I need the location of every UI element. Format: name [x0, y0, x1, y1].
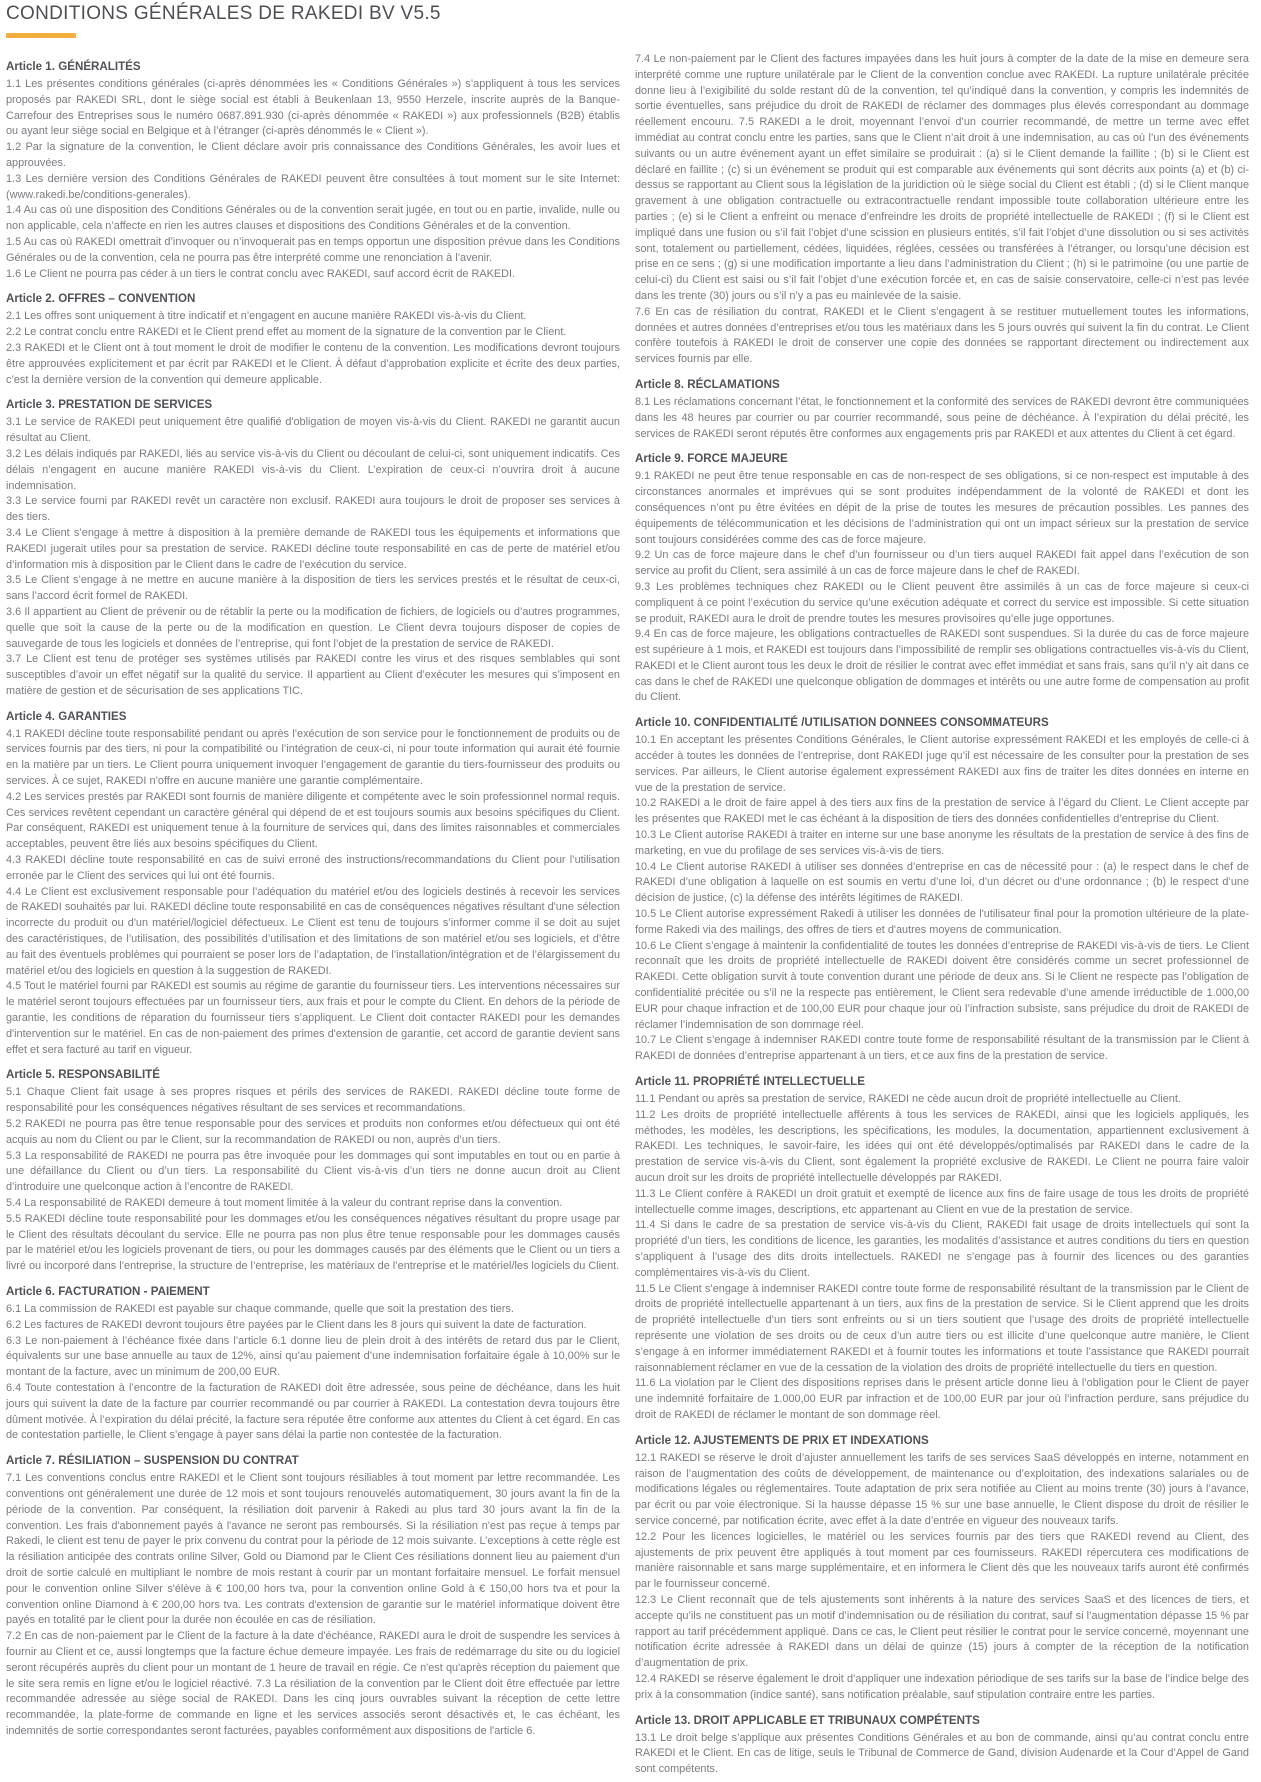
page-title: CONDITIONS GÉNÉRALES DE RAKEDI BV V5.5 — [6, 3, 441, 24]
paragraph: 1.2 Par la signature de la convention, le Client déclare avoir pris connaissance des Conditions Générales, les avoir lues et approuvées. — [6, 141, 620, 169]
article-heading: Article 12. AJUSTEMENTS DE PRIX ET INDEXATIONS — [635, 1433, 929, 1447]
paragraph: 3.5 Le Client s’engage à ne mettre en aucune manière à la disposition de tiers les services prestés et le résultat de ceux-ci, sans l’accord écrit formel de RAKEDI. — [6, 574, 620, 603]
paragraph: 1.3 Les dernière version des Conditions Générales de RAKEDI peuvent être consultées à tout moment sur le site Internet: (www.rakedi.be/conditions-generales). — [6, 172, 620, 201]
paragraph: 2.3 RAKEDI et le Client ont à tout moment le droit de modifier le contenu de la convention. Les modifications devront toujours être approuvées explicitement et par écrit par RAKEDI et le Client. À défaut d’approbation explicite et écrite des deux parties, c’est la dernière version de la convention qui demeure applicable. — [6, 341, 620, 386]
paragraph: 4.2 Les services prestés par RAKEDI sont fournis de manière diligente et compétente avec le soin professionnel normal requis. Ces services revêtent cependant un caractère général qui dépend de et est toujours soumis aux besoins spécifiques du Client. Par conséquent, RAKEDI est uniquement tenue à la fourniture de services qui, dans des limites raisonnables et commerciales acceptables, peuvent être liés aux besoins spécifiques du Client. — [6, 790, 620, 851]
article-heading: Article 5. RESPONSABILITÉ — [6, 1068, 160, 1082]
paragraph: 5.3 La responsabilité de RAKEDI ne pourra pas être invoquée pour les dommages qui sont imputables en tout ou en partie à une défaillance du Client ou d’un tiers. La responsabilité du Client vis-à-vis d’un tiers ne donne aucun droit au Client d’introduire une quelconque action à l’encontre de RAKEDI. — [6, 1149, 620, 1194]
paragraph: 10.6 Le Client s’engage à maintenir la confidentialité de toutes les données d’entreprise de RAKEDI vis-à-vis de tiers. Le Client reconnaît que les droits de propriété intellectuelle de RAKEDI doivent être considérés comme un secret professionnel de RAKEDI. Cette obligation survit à toute convention durant une période de deux ans. Si le Client ne respecte pas l’obligation de confidentialité précitée ou s’il ne la respecte pas entièrement, le Client sera redevable d’une amende irréductible de 1.000,00 EUR pour chaque infraction et de 100,00 EUR pour chaque jour où l’infraction subsiste, sans préjudice du droit de RAKEDI de réclamer l’indemnisation de son dommage réel. — [635, 939, 1249, 1031]
paragraph: 7.6 En cas de résiliation du contrat, RAKEDI et le Client s’engagent à se restituer mutuellement toutes les informations, données et autres données d’entreprises et/ou tous les matériaux dans les 5 jours ouvrés qui suivent la fin du contrat. Le Client confère toutefois à RAKEDI le droit de conserver une copie des données se rapportant directement ou indirectement aux services fournis par elle. — [635, 305, 1249, 366]
article-heading: Article 1. GÉNÉRALITÉS — [6, 60, 141, 73]
paragraph: 7.4 Le non-paiement par le Client des factures impayées dans les huit jours à compter de la date de la mise en demeure sera interprété comme une rupture unilatérale par le Client de la convention conclue avec RAKEDI. La rupture unilatérale précitée donne lieu à l’exigibilité du solde restant dû de la convention, tel qu’indiqué dans la convention, y compris les indemnités de sortie éventuelles, sans préjudice du droit de RAKEDI de réclamer des dommages plus élevés correspondant au dommage réellement encouru. 7.5 RAKEDI a le droit, moyennant l’envoi d’un courrier recommandé, de mettre un terme avec effet immédiat au contrat conclu entre les parties, sans que le Client n’ait droit à une indemnisation, au cas où l’un des événements suivants ou un autre événement ayant un effet similaire se produirait : (a) si le Client demande la faillite ; (b) si le Client est déclaré en faillite ; (c) si un événement se produit qui est comparable aux événements qui sont décrits aux points (a) et (b) ci-dessus se rapportant au Client sous la législation de la juridiction où le siège social du Client est établi ; (d) si le Client manque gravement à une obligation contractuelle ou extracontractuelle rendant impossible toute collaboration ultérieure entre les parties ; (e) si le Client a enfreint ou menace d’enfreindre les droits de propriété intellectuelle de RAKEDI ; (f) si le Client est impliqué dans une fusion ou s’il fait l’objet d’une scission en plusieurs entités, s’il fait l’objet d’une dissolution ou si ses activités sont, totalement ou partiellement, cédées, liquidées, réglées, cessées ou transférées à l’étranger, ou lorsqu’une décision est prise en ce sens ; (g) si une modification importante a lieu dans l’administration du Client ; (h) si le patrimoine (ou une partie de celui-ci) du Client est saisi ou s’il fait l’objet d’une exécution forcée et, en cas de saisie conservatoire, celle-ci n’est pas levée dans les trente (30) jours ou s’il n’y a pas eu mainlevée de la saisie. — [635, 53, 1249, 302]
paragraph: 10.5 Le Client autorise expressément Rakedi à utiliser les données de l'utilisateur final pour la promotion ultérieure de la plate-forme Rakedi via des mailings, des offres de tiers et d'autres moyens de communication. — [635, 908, 1249, 936]
paragraph: 4.3 RAKEDI décline toute responsabilité en cas de suivi erroné des instructions/recommandations du Client pour l’utilisation erronée par le Client des services qui lui ont été fournis. — [6, 854, 620, 882]
title-accent-bar — [6, 33, 76, 38]
paragraph: 10.7 Le Client s’engage à indemniser RAKEDI contre toute forme de responsabilité résultant de la transmission par le Client à RAKEDI de données d’entreprise appartenant à un tiers, et ce aux fins de la prestation de service. — [635, 1034, 1249, 1063]
paragraph: 1.4 Au cas où une disposition des Conditions Générales ou de la convention serait jugée, en tout ou en partie, invalide, nulle ou non applicable, cela n’affecte en rien les autres clauses et dispositions des Conditions Générales et de la convention. — [6, 204, 620, 233]
paragraph: 10.1 En acceptant les présentes Conditions Générales, le Client autorise expressément RAKEDI et les employés de celle-ci à accéder à toutes les données de l’entreprise, dont RAKEDI juge qu’il est nécessaire de les consulter pour la prestation de ses services. Par ailleurs, le Client autorise également expressément RAKEDI aux fins de traiter les dites données en interne en vue de la prestation de service. — [635, 734, 1249, 794]
article-heading: Article 4. GARANTIES — [6, 709, 127, 723]
paragraph: 12.4 RAKEDI se réserve également le droit d’appliquer une indexation périodique de ses tarifs sur la base de l’indice belge des prix à la consommation (indice santé), sans notification préalable, sauf stipulation contraire entre les parties. — [635, 1672, 1249, 1701]
paragraph: 10.4 Le Client autorise RAKEDI à utiliser ses données d’entreprise en cas de nécessité pour : (a) le respect dans le chef de RAKEDI d’une obligation à laquelle on est soumis en vertu d’une loi, d’un décret ou d’une ordonnance ; (b) le respect d’une décision de justice, (c) la défense des intérêts légitimes de RAKEDI. — [635, 860, 1249, 905]
article-heading: Article 8. RÉCLAMATIONS — [635, 377, 780, 391]
paragraph: 5.2 RAKEDI ne pourra pas être tenue responsable pour des services et produits non conformes et/ou défectueux qui ont été acquis au nom du Client ou par le Client, sur la recommandation de RAKEDI ou non, auprès d’un tiers. — [6, 1118, 620, 1146]
paragraph: 11.3 Le Client confère à RAKEDI un droit gratuit et exempté de licence aux fins de faire usage de tous les droits de propriété intellectuelle comme images, descriptions, etc appartenant au Client en vue de la prestation de service. — [635, 1187, 1249, 1216]
paragraph: 7.2 En cas de non-paiement par le Client de la facture à la date d'échéance, RAKEDI aura le droit de suspendre les services à fournir au Client et ce, aussi longtemps que la facture échue demeure impayée. Les frais de redémarrage du site ou du logiciel seront récupérés auprès du client pour un montant de 1 heure de travail en régie. Ce n'est qu'après réception du paiement que le site sera remis en ligne et/ou le logiciel réactivé. 7.3 La résiliation de la convention par le Client doit être effectuée par lettre recommandée adressée au siège social de RAKEDI. Dans les cinq jours ouvrables suivant la réception de cette lettre recommandée, la plate-forme de commande en ligne et les services associés seront désactivés et, le cas échéant, les indemnités de sortie correspondantes seront facturées, payables conformément aux dispositions de l'article 6. — [6, 1630, 620, 1737]
paragraph: 9.4 En cas de force majeure, les obligations contractuelles de RAKEDI sont suspendues. Si la durée du cas de force majeure est supérieure à 1 mois, et RAKEDI est toujours dans l’impossibilité de remplir ses obligations contractuelles vis-à-vis du Client, RAKEDI et le Client auront tous les deux le droit de résilier le contrat avec effet immédiat et sans frais, sans qu’il n’y ait dans ce cas dans le chef de RAKEDI une quelconque obligation de dommages et intérêts ou une autre forme de compensation au profit du Client. — [635, 628, 1249, 704]
paragraph: 9.2 Un cas de force majeure dans le chef d’un fournisseur ou d’un tiers auquel RAKEDI fait appel dans l’exécution de son service au profit du Client, sera assimilé à un cas de force majeure dans le chef de RAKEDI. — [635, 549, 1249, 578]
article-heading: Article 13. DROIT APPLICABLE ET TRIBUNAUX COMPÉTENTS — [635, 1713, 980, 1727]
paragraph: 3.2 Les délais indiqués par RAKEDI, liés au service vis-à-vis du Client ou découlant de celui-ci, sont uniquement indicatifs. Ces délais n’engagent en aucune manière RAKEDI vis-à-vis du Client. L’expiration de ceux-ci n’ouvrira droit à aucune indemnisation. — [6, 447, 620, 492]
paragraph: 11.5 Le Client s’engage à indemniser RAKEDI contre toute forme de responsabilité résultant de la transmission par le Client de droits de propriété intellectuelle appartenant à un tiers, aux fins de la prestation de service. Si le Client apprend que les droits de propriété intellectuelle d’un tiers sont enfreints ou si un tiers soutient que l’usage des droits de propriété intellectuelle représente une violation de ses droits ou de ceux d’un autre tiers ou est illicite d’une quelconque autre manière, le Client s’engage à en informer immédiatement RAKEDI et à fournir toutes les informations et toute l’assistance que RAKEDI pourrait raisonnablement réclamer en vue de la cessation de la violation des droits de propriété intellectuelle du tiers en question. — [635, 1282, 1249, 1374]
paragraph: 7.1 Les conventions conclus entre RAKEDI et le Client sont toujours résiliables à tout moment par lettre recommandée. Les conventions ont généralement une durée de 12 mois et sont toujours renouvelés automatiquement, 30 jours avant la fin de la période de la convention. Par conséquent, la résiliation doit parvenir à Rakedi au plus tard 30 jours avant la fin de la convention. Les frais d'abonnement payés à l'avance ne seront pas remboursés. Si la résiliation n'est pas reçue à temps par Rakedi, le client est tenu de payer le prix convenu du contrat pour la période de 12 mois suivante. L’exceptions à cette règle est la résiliation anticipée des contrats online Silver, Gold ou Diamond par le Client Ces résiliations donnent lieu au paiement d'un droit de sortie calculé en multipliant le nombre de mois restant à courir par un montant forfaitaire mensuel. Le forfait mensuel pour le convention online Silver s'élève à € 100,00 hors tva, pour la convention online Gold à € 150,00 hors tva et pour la convention online Diamond à € 200,00 hors tva. Les contrats d'extension de garantie sur le matériel informatique doivent être payés en totalité par le client pour la durée non écoulée en cas de résiliation. — [6, 1472, 620, 1627]
paragraph: 3.6 Il appartient au Client de prévenir ou de rétablir la perte ou la modification de fichiers, de logiciels ou d’autres programmes, quelle que soit la cause de la perte ou de la modification en question. Le Client devra toujours disposer de copies de sauvegarde de tous les logiciels et données de l’entreprise, qui font l’objet de la prestation de service de RAKEDI. — [6, 605, 620, 650]
paragraph: 8.1 Les réclamations concernant l’état, le fonctionnement et la conformité des services de RAKEDI devront être communiquées dans les 48 heures par courrier ou par courrier recommandé, sous peine de déchéance. À l’expiration du délai précité, les services de RAKEDI seront réputés être conformes aux engagements pris par RAKEDI et aux attentes du Client à cet égard. — [635, 395, 1249, 440]
paragraph: 2.2 Le contrat conclu entre RAKEDI et le Client prend effet au moment de la signature de la convention par le Client. — [6, 326, 567, 339]
paragraph: 4.5 Tout le matériel fourni par RAKEDI est soumis au régime de garantie du fournisseur tiers. Les interventions nécessaires sur le matériel seront toujours effectuées par un fournisseur tiers, aux frais et pour le compte du Client. En dehors de la période de garantie, les conditions de réparation du fournisseur tiers s’appliquent. Le Client doit contacter RAKEDI pour les demandes d'intervention sur le matériel. En cas de non-paiement des primes d'extension de garantie, cet accord de garantie devient sans effet et sera facturé au tarif en vigueur. — [6, 980, 620, 1056]
paragraph: 6.2 Les factures de RAKEDI devront toujours être payées par le Client dans les 8 jours qui suivent la date de facturation. — [6, 1318, 587, 1331]
paragraph: 11.4 Si dans le cadre de sa prestation de service vis-à-vis du Client, RAKEDI fait usage de droits intellectuels qui sont la propriété d’un tiers, les conditions de licence, les garanties, les modalités d’assistance et autres conditions du tiers en question s’appliquent à l’usage des dits droits intellectuels. RAKEDI ne s’engage pas à fournir des licences ou des garanties complémentaires vis-à-vis du Client. — [635, 1219, 1249, 1279]
paragraph: 9.1 RAKEDI ne peut être tenue responsable en cas de non-respect de ses obligations, si ce non-respect est imputable à des circonstances anormales et imprévues qui se sont produites indépendamment de la volonté de RAKEDI et dont les conséquences n’ont pu être évitées en dépit de la prise de toutes les mesures de précaution possibles. Les pannes des équipements de télécommunication et les décisions de l’administration qui ont un impact sérieux sur la prestation de service sont toujours considérées comme des cas de force majeure. — [635, 470, 1249, 546]
paragraph: 4.4 Le Client est exclusivement responsable pour l’adéquation du matériel et/ou des logiciels destinés à recevoir les services de RAKEDI souhaités par lui. RAKEDI décline toute responsabilité en cas de conséquences négatives résultant d'une sélection incorrecte du produit ou d'un matériel/logiciel défectueux. Le Client est tenu de toujours s’informer comme il se doit au sujet des caractéristiques, de l’utilisation, des possibilités d’utilisation et des limitations de son matériel et/ou ses logiciels, et d’être au fait des éventuels problèmes qui pourraient se poser lors de l’adaptation, de l’installation/intégration et de l’élargissement du matériel et/ou des logiciels en question à la suggestion de RAKEDI. — [6, 885, 620, 977]
paragraph: 6.3 Le non-paiement à l’échéance fixée dans l’article 6.1 donne lieu de plein droit à des intérêts de retard dus par le Client, équivalents sur une base annuelle au taux de 12%, ainsi qu’au paiement d’une indemnisation forfaitaire égale à 10,00% sur le montant de la facture, avec un minimum de 200,00 EUR. — [6, 1334, 620, 1379]
article-heading: Article 7. RÉSILIATION – SUSPENSION DU CONTRAT — [6, 1454, 299, 1468]
left-column — [6, 52, 620, 1740]
paragraph: 3.7 Le Client est tenu de protéger ses systèmes utilisés par RAKEDI contre les virus et des risques semblables qui sont susceptibles d’avoir un effet négatif sur la qualité du service. Il appartient au Client d’exécuter les mesures qui s’imposent en matière de gestion et de sécurisation de ses applications TIC. — [6, 653, 620, 697]
paragraph: 10.3 Le Client autorise RAKEDI à traiter en interne sur une base anonyme les résultats de la prestation de service à des fins de marketing, en vue du profilage de ses services vis-à-vis de tiers. — [635, 829, 1249, 857]
paragraph: 2.1 Les offres sont uniquement à titre indicatif et n’engagent en aucune manière RAKEDI vis-à-vis du Client. — [6, 310, 527, 323]
paragraph: 3.4 Le Client s’engage à mettre à disposition à la première demande de RAKEDI tous les équipements et informations que RAKEDI jugerait utiles pour sa prestation de service. RAKEDI décline toute responsabilité en cas de perte de matériel et/ou d’information mis à disposition par le Client dans le cadre de l’exécution du service. — [6, 526, 620, 571]
document-body — [6, 52, 1253, 1778]
article-heading: Article 10. CONFIDENTIALITÉ /UTILISATION DONNEES CONSOMMATEURS — [635, 716, 1049, 730]
paragraph: 5.4 La responsabilité de RAKEDI demeure à tout moment limitée à la valeur du contrant reprise dans la convention. — [6, 1197, 563, 1209]
paragraph: 12.2 Pour les licences logicielles, le matériel ou les services fournis par des tiers que RAKEDI revend au Client, des ajustements de prix peuvent être appliqués à tout moment par ces fournisseurs. RAKEDI répercutera ces modifications de manière raisonnable et sans marge supplémentaire, et en informera le Client dès que les nouveaux tarifs auront été confirmés par le fournisseur concerné. — [635, 1530, 1249, 1591]
paragraph: 12.3 Le Client reconnaît que de tels ajustements sont inhérents à la nature des services SaaS et des licences de tiers, et accepte qu’ils ne constituent pas un motif d’indemnisation ou de résiliation du contrat, sauf si l’augmentation dépasse 15 % par rapport au tarif précédemment appliqué. Dans ce cas, le Client peut résilier le contrat pour le service concerné, moyennant une notification écrite adressée à RAKEDI dans un délai de quinze (15) jours à compter de la réception de la notification d’augmentation de prix. — [635, 1593, 1249, 1670]
paragraph: 11.6 La violation par le Client des dispositions reprises dans le présent article donne lieu à l’obligation pour le Client de payer une indemnité forfaitaire de 1.000,00 EUR par infraction et de 100,00 EUR par jour où l’infraction perdure, sans préjudice du droit de RAKEDI de réclamer le montant de son dommage réel. — [635, 1377, 1249, 1421]
paragraph: 11.2 Les droits de propriété intellectuelle afférents à tous les services de RAKEDI, ainsi que les logiciels appliqués, les méthodes, les modèles, les descriptions, les spécifications, les modules, la documentation, appartiennent exclusivement à RAKEDI. Les techniques, le savoir-faire, les idées qui ont été développés/optimalisés par RAKEDI dans le cadre de la prestation de service vis-à-vis du Client, sont également la propriété exclusive de RAKEDI. Le Client ne pourra faire valoir aucun droit sur les droits de propriété intellectuelle développés par RAKEDI. — [635, 1108, 1249, 1184]
paragraph: 3.3 Le service fourni par RAKEDI revêt un caractère non exclusif. RAKEDI aura toujours le droit de proposer ses services à des tiers. — [6, 495, 620, 524]
article-heading: Article 3. PRESTATION DE SERVICES — [6, 398, 213, 412]
paragraph: 3.1 Le service de RAKEDI peut uniquement être qualifié d'obligation de moyen vis-à-vis du Client. RAKEDI ne garantit aucun résultat au Client. — [6, 416, 620, 445]
paragraph: 9.3 Les problèmes techniques chez RAKEDI ou le Client peuvent être assimilés à un cas de force majeure si ceux-ci compliquent à ce point l’exécution du service qu’une exécution adéquate et correct du service est impossible. Si cette situation se produit, RAKEDI aura le droit de prendre toutes les mesures provisoires qu’elle juge opportunes. — [635, 580, 1249, 625]
paragraph: 6.1 La commission de RAKEDI est payable sur chaque commande, quelle que soit la prestation des tiers. — [6, 1302, 514, 1315]
document-header — [6, 3, 1253, 38]
paragraph: 1.5 Au cas où RAKEDI omettrait d’invoquer ou n’invoquerait pas en temps opportun une disposition prévue dans les Conditions Générales ou de la convention, cela ne pourra pas être interprété comme une renonciation à l’avenir. — [6, 235, 620, 264]
paragraph: 1.1 Les présentes conditions générales (ci-après dénommées les « Conditions Générales ») s’appliquent à tous les services proposés par RAKEDI SRL, dont le siège social est établi à Beukenlaan 13, 9550 Herzele, inscrite auprès de la Banque-Carrefour des Entreprises sous le numéro 0687.891.930 (ci-après dénommée « RAKEDI ») aux professionnels (B2B) établis ou ayant leur siège social en Belgique et à l’étranger (ci-après dénommés le « Client »). — [6, 78, 620, 138]
article-heading: Article 9. FORCE MAJEURE — [635, 452, 788, 466]
paragraph: 10.2 RAKEDI a le droit de faire appel à des tiers aux fins de la prestation de service à l’égard du Client. Le Client accepte par les présentes que RAKEDI met le cas échéant à la disposition de tiers des données confidentielles d’entreprise du Client. — [635, 797, 1249, 826]
right-column — [635, 52, 1249, 1778]
paragraph: 4.1 RAKEDI décline toute responsabilité pendant ou après l’exécution de son service pour le fonctionnement de produits ou de services fournis par des tiers, ni pour la compatibilité ou l’intégration de ceux-ci, ni pour toute information qui aurait été fournie en la matière par un tiers. Le Client pourra uniquement invoquer l’engagement de garantie du tiers-fournisseur des produits ou services. À ce sujet, RAKEDI n’offre en aucune manière une garantie complémentaire. — [6, 727, 620, 788]
paragraph: 12.1 RAKEDI se réserve le droit d’ajuster annuellement les tarifs de ses services SaaS développés en interne, notamment en raison de l’augmentation des coûts de développement, de maintenance ou d’exploitation, des indexations salariales ou de modifications légales ou réglementaires. Toute adaptation de prix sera notifiée au Client au moins trente (30) jours à l’avance, par écrit ou par voie électronique. Si la hausse dépasse 15 % sur une base annuelle, le Client dispose du droit de résilier le service concerné, par notification écrite, avec effet à la date d’entrée en vigueur des nouveaux tarifs. — [635, 1451, 1249, 1527]
paragraph: 13.1 Le droit belge s’applique aux présentes Conditions Générales et au bon de commande, ainsi qu’au contrat conclu entre RAKEDI et le Client. En cas de litige, seuls le Tribunal de Commerce de Gand, division Audenarde et la Cour d’Appel de Gand sont compétents. — [635, 1731, 1249, 1776]
article-heading: Article 2. OFFRES – CONVENTION — [6, 292, 196, 306]
paragraph: 5.1 Chaque Client fait usage à ses propres risques et périls des services de RAKEDI. RAKEDI décline toute forme de responsabilité pour les conséquences négatives résultant de ses services et recommandations. — [6, 1086, 620, 1115]
paragraph: 6.4 Toute contestation à l’encontre de la facturation de RAKEDI doit être adressée, sous peine de déchéance, dans les huit jours qui suivent la date de la facture par courrier recommandé ou par courrier à RAKEDI. La contestation devra toujours être dûment motivée. À l’expiration du délai précité, la facture sera réputée être conforme aux attentes du Client à cet égard. En cas de contestation partielle, le Client s’engage à payer sans délai la partie non contestée de la facturation. — [6, 1381, 620, 1442]
paragraph: 11.1 Pendant ou après sa prestation de service, RAKEDI ne cède aucun droit de propriété intellectuelle au Client. — [635, 1093, 1181, 1106]
article-heading: Article 6. FACTURATION - PAIEMENT — [6, 1284, 210, 1298]
article-heading: Article 11. PROPRIÉTÉ INTELLECTUELLE — [635, 1075, 865, 1089]
paragraph: 5.5 RAKEDI décline toute responsabilité pour les dommages et/ou les conséquences négatives résultant du propre usage par le Client des résultats découlant du service. Elle ne pourra pas non plus être tenue responsable pour les dommages causés par le matériel et/ou les logiciels provenant de tiers, ou pour les dommages causés par des éléments que le Client ou un tiers a livré ou incorporé dans l’entreprise, la structure de l’entreprise, les matériaux de l’entreprise et le matériel/les logiciels du Client. — [6, 1212, 620, 1273]
paragraph: 1.6 Le Client ne pourra pas céder à un tiers le contrat conclu avec RAKEDI, sauf accord écrit de RAKEDI. — [6, 267, 516, 280]
